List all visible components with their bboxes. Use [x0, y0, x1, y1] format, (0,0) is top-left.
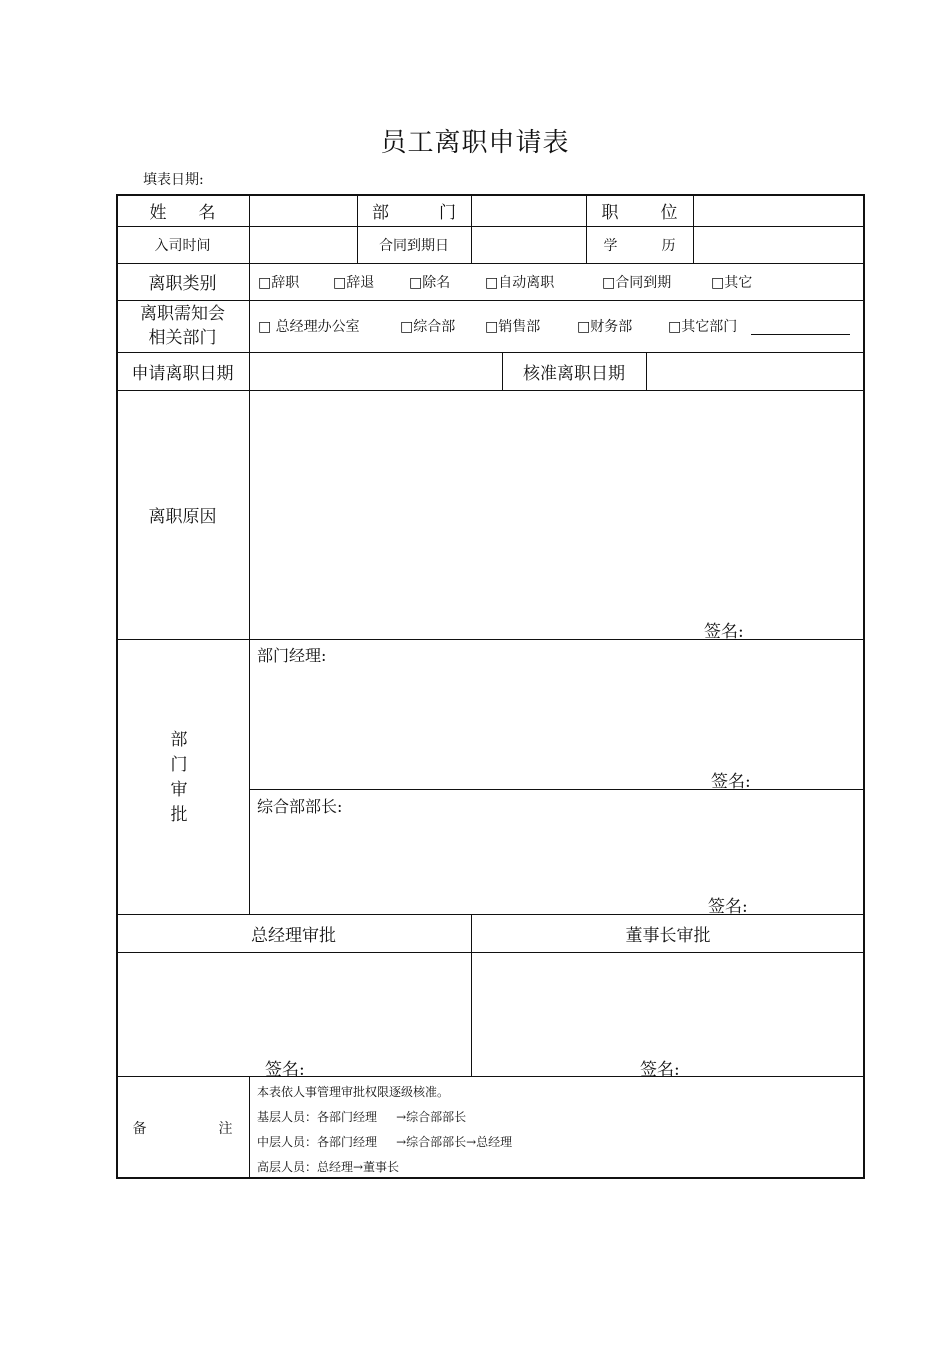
general-dept-head-signature-label: 签名: — [708, 897, 748, 917]
name-field[interactable] — [250, 195, 356, 225]
chairman-signature-label: 签名: — [640, 1060, 680, 1080]
gm-approval-field[interactable] — [117, 953, 470, 1048]
remarks-line: 基层人员：各部门经理 →综合部部长 — [257, 1110, 467, 1124]
gm-approval-label: 总经理审批 — [251, 925, 336, 946]
hire-date-field[interactable] — [250, 227, 356, 262]
form-title: 员工离职申请表 — [380, 128, 570, 158]
position-label: 职 位 — [601, 202, 678, 223]
position-field[interactable] — [694, 195, 863, 225]
other-dept-underline[interactable] — [751, 334, 850, 335]
dept-approval-label: 部 门 审 批 — [170, 730, 188, 825]
notify-departments-label: 离职需知会 相关部门 — [140, 304, 225, 348]
leave-type-option-contract-expired[interactable]: □合同到期 — [602, 275, 672, 291]
row-divider — [116, 639, 865, 640]
name-label: 姓 名 — [149, 202, 216, 223]
leave-type-option-voluntary[interactable]: □自动离职 — [485, 275, 555, 291]
dept-manager-label: 部门经理: — [257, 646, 327, 665]
department-label: 部 门 — [372, 202, 456, 223]
chairman-approval-field[interactable] — [472, 953, 863, 1048]
approved-date-label: 核准离职日期 — [523, 363, 625, 384]
notify-option-gm-office[interactable]: □ 总经理办公室 — [258, 319, 360, 335]
dept-manager-comment-field[interactable] — [250, 665, 863, 765]
chairman-approval-label: 董事长审批 — [625, 925, 711, 946]
notify-option-sales-dept[interactable]: □销售部 — [485, 319, 541, 335]
apply-date-label: 申请离职日期 — [131, 363, 234, 384]
remarks-line: 中层人员：各部门经理 →综合部部长→总经理 — [257, 1135, 513, 1149]
reason-label: 离职原因 — [148, 507, 217, 527]
leave-type-label: 离职类别 — [148, 274, 217, 294]
notify-option-finance-dept[interactable]: □财务部 — [577, 319, 633, 335]
remarks-label: 备 注 — [132, 1120, 233, 1137]
row-divider — [249, 789, 865, 790]
notify-option-general-dept[interactable]: □综合部 — [400, 319, 456, 335]
general-dept-head-label: 综合部部长: — [257, 797, 343, 816]
notify-option-other-dept[interactable]: □其它部门 — [668, 319, 738, 335]
remarks-line: 本表依人事管理审批权限逐级核准。 — [257, 1085, 450, 1099]
leave-type-option-other[interactable]: □其它 — [711, 275, 753, 291]
general-dept-head-comment-field[interactable] — [250, 816, 863, 888]
leave-type-option-expelled[interactable]: □除名 — [409, 275, 451, 291]
leave-type-option-dismissed[interactable]: □辞退 — [333, 275, 375, 291]
dept-manager-signature-label: 签名: — [711, 772, 751, 792]
education-field[interactable] — [694, 227, 863, 262]
contract-end-field[interactable] — [472, 227, 585, 262]
apply-date-field[interactable] — [250, 353, 501, 389]
reason-field[interactable] — [250, 391, 863, 638]
education-label: 学 历 — [603, 237, 676, 254]
column-divider — [249, 1076, 250, 1179]
contract-end-label: 合同到期日 — [379, 237, 449, 254]
leave-type-option-resign[interactable]: □辞职 — [258, 275, 300, 291]
approved-date-field[interactable] — [647, 353, 863, 389]
department-field[interactable] — [472, 195, 585, 225]
remarks-line: 高层人员：总经理→董事长 — [257, 1160, 400, 1174]
gm-signature-label: 签名: — [265, 1060, 305, 1080]
reason-signature-label: 签名: — [704, 622, 744, 642]
fill-date-label: 填表日期: — [143, 172, 204, 188]
hire-date-label: 入司时间 — [154, 237, 211, 254]
